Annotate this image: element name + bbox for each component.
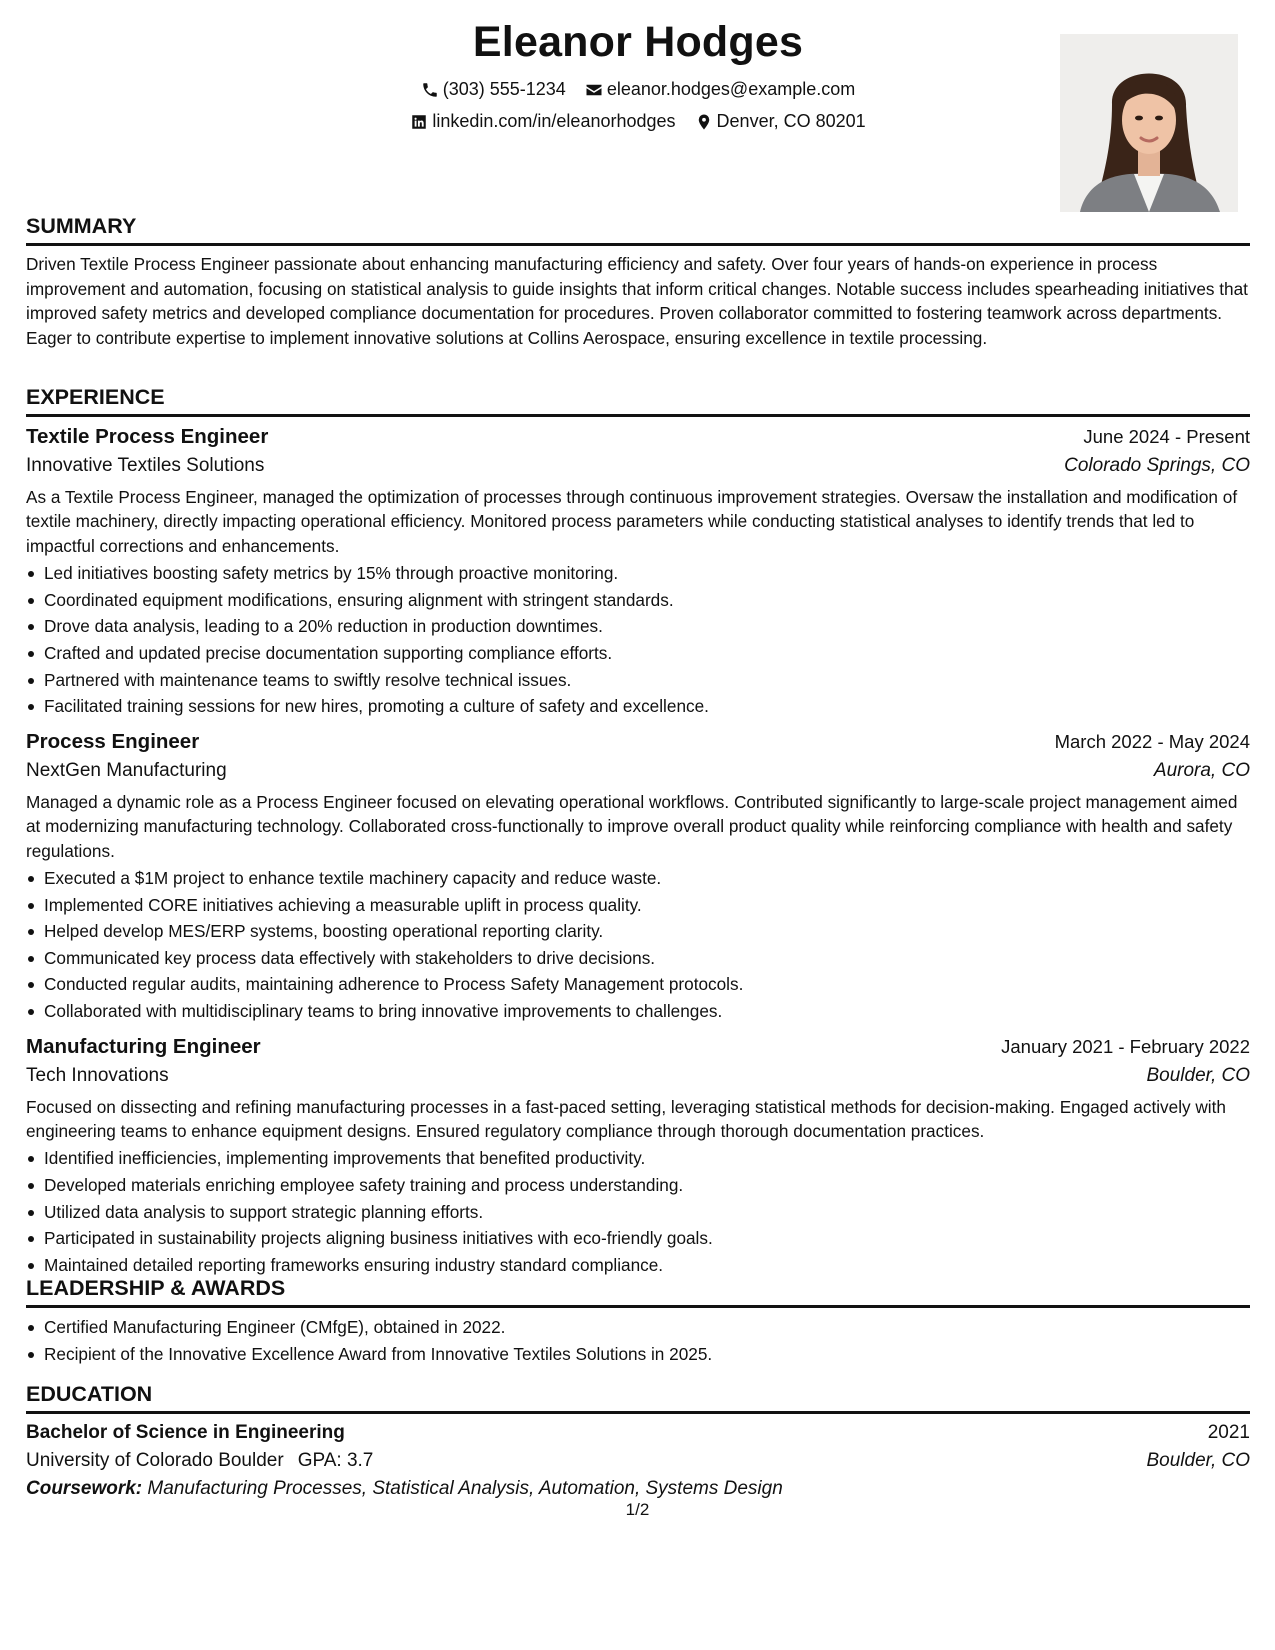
experience-section [26,385,1250,1278]
coursework [26,1478,1250,1500]
job-description: As a Textile Process Engineer, managed the optimization of processes through continuous improvement strategies. Oversaw the installation and modification of textile machinery, directly impacting operational efficiency. Monitored process parameters while conducting statistical analyses to identify trends that led to impactful corrections and enhancements. [26,487,1238,556]
education-section [26,1382,1250,1500]
job-location: Colorado Springs, CO [1064,455,1250,476]
school-location: Boulder, CO [1146,1450,1250,1471]
job-bullet: Identified inefficiencies, implementing improvements that benefited productivity. [26,1145,1250,1172]
job-description: Focused on dissecting and refining manufacturing processes in a fast-paced setting, leveraging statistical methods for decision-making. Engaged actively with engineering teams to enhance equipment designs. Ensured regulatory compliance through thorough documentation practices. [26,1096,1226,1141]
profile-photo [1060,34,1238,212]
location-text: Denver, CO 80201 [716,111,866,131]
job-header [26,730,1250,754]
linkedin-contact[interactable] [410,111,675,132]
job-dates: January 2021 - February 2022 [1001,1035,1250,1057]
job-company: NextGen Manufacturing [26,759,227,781]
job-bullet: Communicated key process data effectively with stakeholders to drive decisions. [26,945,1250,972]
education-heading: EDUCATION [26,1382,1250,1414]
job-subheader [26,1065,1250,1087]
job-location: Aurora, CO [1153,759,1250,781]
coursework-label: Coursework: [26,1478,143,1499]
job-description: Managed a dynamic role as a Process Engineer focused on elevating operational workflows. Contributed significantly to large-scale project management aimed at modernizing manufacturing technology. Collaborated cross-functionally to improve overall product quality while reinforcing compliance with health and safety regulations. [26,791,1238,861]
school-name: University of Colorado Boulder [26,1450,284,1471]
job-bullet-list [26,865,1250,1025]
job-subheader [26,455,1250,477]
location-contact [695,111,866,132]
job-bullet: Conducted regular audits, maintaining adherence to Process Safety Management protocols. [26,971,1250,998]
job-bullet: Executed a $1M project to enhance textile machinery capacity and reduce waste. [26,865,1250,892]
gpa: GPA: 3.7 [297,1450,374,1471]
award-item: Recipient of the Innovative Excellence Award from Innovative Textiles Solutions in 2025. [26,1341,1250,1368]
email-contact[interactable] [585,79,855,100]
job-dates: June 2024 - Present [1083,426,1250,447]
summary-heading: SUMMARY [26,214,1250,246]
job-bullet: Implemented CORE initiatives achieving a measurable uplift in process quality. [26,892,1250,919]
job-bullet: Helped develop MES/ERP systems, boosting operational reporting clarity. [26,918,1250,945]
job-bullet: Maintained detailed reporting frameworks ensuring industry standard compliance. [26,1252,1250,1279]
degree-title: Bachelor of Science in Engineering [26,1422,345,1443]
education-header [26,1422,1250,1444]
page-number: 1/2 [625,1500,650,1519]
leadership-section [26,1276,1250,1367]
coursework-list: Manufacturing Processes, Statistical Analysis, Automation, Systems Design [147,1478,783,1499]
job-bullet: Participated in sustainability projects aligning business initiatives with eco-friendly goals. [26,1225,1250,1252]
linkedin-icon [410,113,428,131]
job-title: Manufacturing Engineer [26,1034,261,1058]
envelope-icon [585,81,603,99]
phone-icon [421,81,439,99]
job-location: Boulder, CO [1146,1064,1250,1086]
education-subheader [26,1450,1250,1472]
phone-contact [421,79,566,100]
summary-section [26,214,1250,350]
job-header [26,1035,1250,1059]
map-marker-icon [695,113,713,131]
job-bullet: Led initiatives boosting safety metrics by 15% through proactive monitoring. [26,560,1250,587]
job-bullet: Coordinated equipment modifications, ensuring alignment with stringent standards. [26,587,1250,614]
email-link[interactable]: eleanor.hodges@example.com [606,79,856,99]
phone-text: (303) 555-1234 [442,79,566,99]
job-bullet: Facilitated training sessions for new hires, promoting a culture of safety and excellence. [26,693,1250,720]
job-title: Process Engineer [26,729,200,753]
job-bullet: Developed materials enriching employee safety training and process understanding. [26,1172,1250,1199]
job-bullet: Partnered with maintenance teams to swiftly resolve technical issues. [26,667,1250,694]
job-company: Tech Innovations [26,1064,169,1086]
awards-list [26,1314,1250,1367]
job-bullet: Crafted and updated precise documentation supporting compliance efforts. [26,640,1250,667]
job-header [26,425,1250,449]
experience-heading: EXPERIENCE [26,385,1250,417]
job-dates: March 2022 - May 2024 [1054,730,1250,752]
job-entry [26,730,1250,1025]
graduation-year: 2021 [1207,1422,1250,1443]
job-title: Textile Process Engineer [26,425,269,448]
job-company: Innovative Textiles Solutions [26,455,265,476]
portrait-illustration [1060,34,1238,212]
job-entry [26,425,1250,720]
job-bullet-list [26,1145,1250,1278]
linkedin-link[interactable]: linkedin.com/in/eleanorhodges [432,111,676,131]
job-bullet: Utilized data analysis to support strategic planning efforts. [26,1199,1250,1226]
leadership-heading: LEADERSHIP & AWARDS [26,1276,1250,1308]
resume-page [26,0,1250,1650]
job-bullet-list [26,560,1250,720]
candidate-name: Eleanor Hodges [472,18,804,66]
job-bullet: Drove data analysis, leading to a 20% reduction in production downtimes. [26,613,1250,640]
school-info [26,1450,373,1472]
job-subheader [26,760,1250,782]
summary-text: Driven Textile Process Engineer passionate about enhancing manufacturing efficiency and safety. Over four years of hands-on experience in process improvement and automation, focusing on statistical analysis to guide insights that inform critical changes. Notable success includes spearheading initiatives that improved safety metrics and developed compliance documentation for procedures. Proven collaborator committed to fostering teamwork across departments. Eager to contribute expertise to implement innovative solutions at Collins Aerospace, ensuring excellence in textile processing. [26,254,1248,348]
job-bullet: Collaborated with multidisciplinary teams to bring innovative improvements to challenges. [26,998,1250,1025]
job-entry [26,1035,1250,1279]
award-item: Certified Manufacturing Engineer (CMfgE), obtained in 2022. [26,1314,1250,1341]
